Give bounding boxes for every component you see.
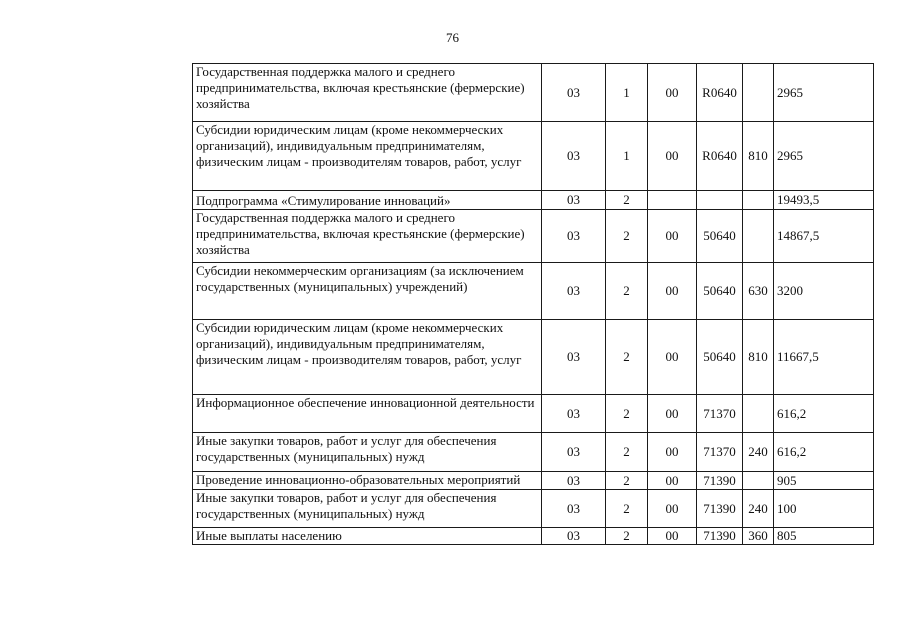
amount: 2965 bbox=[774, 122, 874, 191]
subprogram-code: 00 bbox=[648, 122, 697, 191]
expense-type-code: 240 bbox=[743, 490, 774, 528]
expense-type-code: 810 bbox=[743, 320, 774, 395]
section-code: 03 bbox=[542, 528, 606, 545]
program-code: 2 bbox=[606, 433, 648, 472]
section-code: 03 bbox=[542, 191, 606, 210]
program-code: 2 bbox=[606, 191, 648, 210]
section-code: 03 bbox=[542, 395, 606, 433]
amount: 805 bbox=[774, 528, 874, 545]
subprogram-code: 00 bbox=[648, 528, 697, 545]
amount: 14867,5 bbox=[774, 210, 874, 263]
target-code: 71370 bbox=[697, 395, 743, 433]
expense-type-code bbox=[743, 472, 774, 490]
section-code: 03 bbox=[542, 64, 606, 122]
table-row bbox=[193, 320, 874, 395]
amount: 905 bbox=[774, 472, 874, 490]
target-code: 50640 bbox=[697, 263, 743, 320]
expense-type-code bbox=[743, 191, 774, 210]
amount: 616,2 bbox=[774, 395, 874, 433]
table-row bbox=[193, 433, 874, 472]
program-code: 1 bbox=[606, 64, 648, 122]
row-name: Государственная поддержка малого и среднего предпринимательства, включая крестьянские (фермерские) хозяйства bbox=[193, 210, 542, 263]
target-code: R0640 bbox=[697, 64, 743, 122]
row-name: Информационное обеспечение инновационной деятельности bbox=[193, 395, 542, 433]
table-row bbox=[193, 64, 874, 122]
target-code: 71390 bbox=[697, 490, 743, 528]
program-code: 2 bbox=[606, 320, 648, 395]
program-code: 2 bbox=[606, 490, 648, 528]
row-name: Субсидии некоммерческим организациям (за исключением государственных (муниципальных) учреждений) bbox=[193, 263, 542, 320]
section-code: 03 bbox=[542, 490, 606, 528]
subprogram-code: 00 bbox=[648, 472, 697, 490]
section-code: 03 bbox=[542, 320, 606, 395]
section-code: 03 bbox=[542, 122, 606, 191]
expense-type-code bbox=[743, 210, 774, 263]
program-code: 2 bbox=[606, 263, 648, 320]
amount: 3200 bbox=[774, 263, 874, 320]
subprogram-code: 00 bbox=[648, 395, 697, 433]
table-row bbox=[193, 210, 874, 263]
amount: 2965 bbox=[774, 64, 874, 122]
target-code: R0640 bbox=[697, 122, 743, 191]
target-code: 50640 bbox=[697, 320, 743, 395]
section-code: 03 bbox=[542, 472, 606, 490]
budget-table bbox=[192, 63, 874, 545]
section-code: 03 bbox=[542, 210, 606, 263]
row-name: Субсидии юридическим лицам (кроме некоммерческих организаций), индивидуальным предпринимателям, физическим лицам - производителям товаров, работ, услуг bbox=[193, 320, 542, 395]
target-code: 71370 bbox=[697, 433, 743, 472]
program-code: 2 bbox=[606, 210, 648, 263]
subprogram-code: 00 bbox=[648, 490, 697, 528]
table-row bbox=[193, 528, 874, 545]
program-code: 2 bbox=[606, 528, 648, 545]
row-name: Проведение инновационно-образовательных мероприятий bbox=[193, 472, 542, 490]
expense-type-code bbox=[743, 64, 774, 122]
amount: 100 bbox=[774, 490, 874, 528]
target-code: 71390 bbox=[697, 472, 743, 490]
subprogram-code: 00 bbox=[648, 64, 697, 122]
subprogram-code: 00 bbox=[648, 433, 697, 472]
program-code: 2 bbox=[606, 472, 648, 490]
page-number: 76 bbox=[446, 30, 459, 45]
target-code bbox=[697, 191, 743, 210]
expense-type-code bbox=[743, 395, 774, 433]
target-code: 71390 bbox=[697, 528, 743, 545]
expense-type-code: 810 bbox=[743, 122, 774, 191]
table-row bbox=[193, 472, 874, 490]
amount: 19493,5 bbox=[774, 191, 874, 210]
expense-type-code: 630 bbox=[743, 263, 774, 320]
table-row bbox=[193, 263, 874, 320]
row-name: Иные закупки товаров, работ и услуг для обеспечения государственных (муниципальных) нужд bbox=[193, 433, 542, 472]
section-code: 03 bbox=[542, 263, 606, 320]
row-name: Иные выплаты населению bbox=[193, 528, 542, 545]
target-code: 50640 bbox=[697, 210, 743, 263]
subprogram-code: 00 bbox=[648, 210, 697, 263]
table-row bbox=[193, 490, 874, 528]
program-code: 2 bbox=[606, 395, 648, 433]
row-name: Иные закупки товаров, работ и услуг для обеспечения государственных (муниципальных) нужд bbox=[193, 490, 542, 528]
subprogram-code bbox=[648, 191, 697, 210]
amount: 616,2 bbox=[774, 433, 874, 472]
amount: 11667,5 bbox=[774, 320, 874, 395]
section-code: 03 bbox=[542, 433, 606, 472]
subprogram-code: 00 bbox=[648, 263, 697, 320]
table-row bbox=[193, 395, 874, 433]
expense-type-code: 240 bbox=[743, 433, 774, 472]
program-code: 1 bbox=[606, 122, 648, 191]
table-row bbox=[193, 122, 874, 191]
subprogram-code: 00 bbox=[648, 320, 697, 395]
row-name: Государственная поддержка малого и среднего предпринимательства, включая крестьянские (фермерские) хозяйства bbox=[193, 64, 542, 122]
row-name: Подпрограмма «Стимулирование инноваций» bbox=[193, 191, 542, 210]
table-row bbox=[193, 191, 874, 210]
row-name: Субсидии юридическим лицам (кроме некоммерческих организаций), индивидуальным предпринимателям, физическим лицам - производителям товаров, работ, услуг bbox=[193, 122, 542, 191]
expense-type-code: 360 bbox=[743, 528, 774, 545]
